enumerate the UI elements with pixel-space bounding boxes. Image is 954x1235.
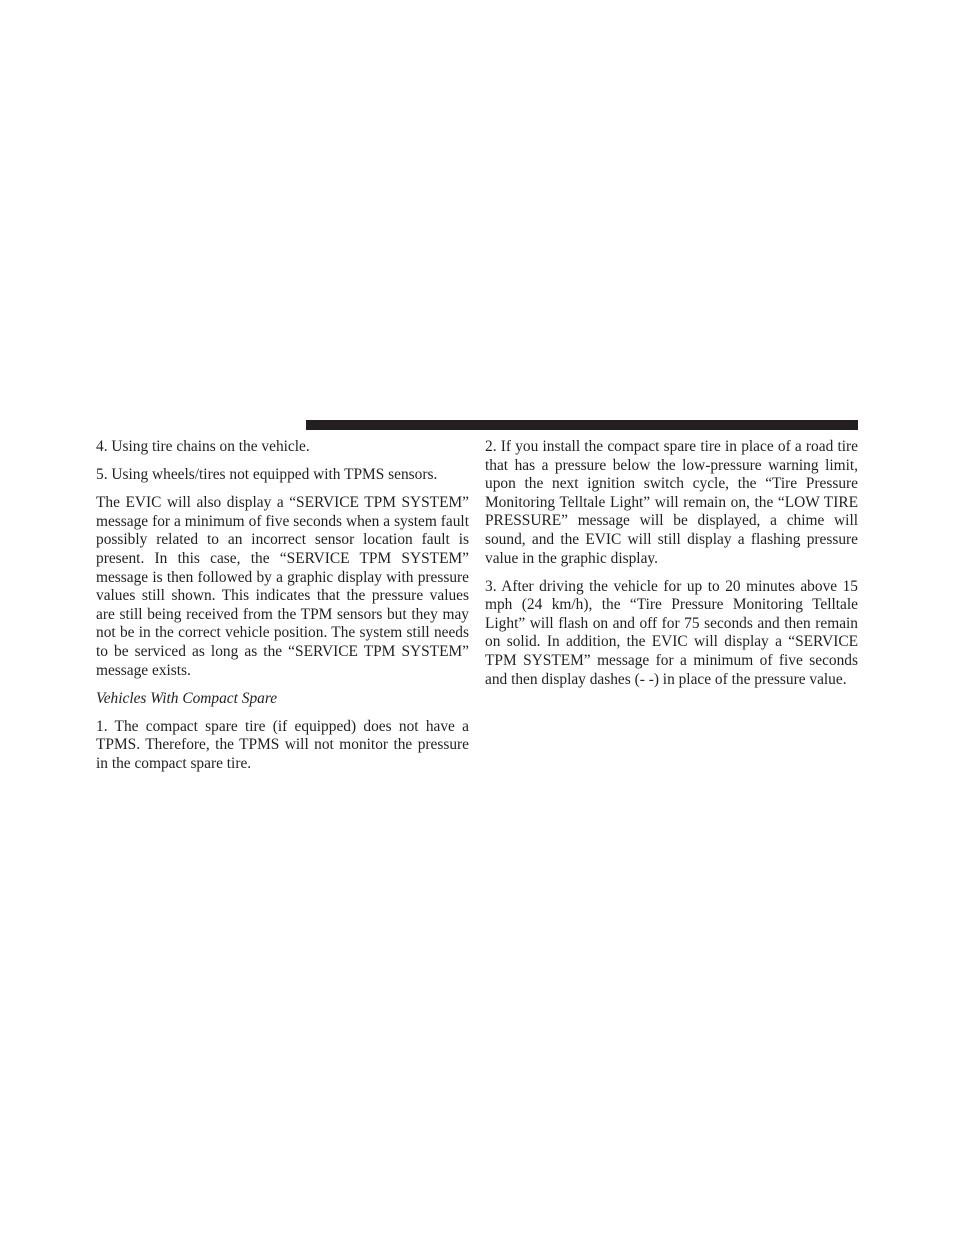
right-column xyxy=(485,438,858,699)
evic-service-paragraph: The EVIC will also display a “SERVICE TPM SYSTEM” message for a minimum of five seconds when a system fault possibly related to an incorrect sensor location fault is present. In this case, the “SERVICE TPM SYSTEM” message is then followed by a graphic display with pressure values still shown. This indicates that the pressure values are still being received from the TPM sensors but they may not be in the correct vehicle position. The system still needs to be serviced as long as the “SERVICE TPM SYSTEM” message exists. xyxy=(96,494,469,679)
left-column xyxy=(96,438,469,783)
list-item-tire-chains: 4. Using tire chains on the vehicle. xyxy=(96,438,310,455)
section-header-bar xyxy=(306,420,858,430)
subheading-compact-spare: Vehicles With Compact Spare xyxy=(96,689,278,707)
compact-spare-item-1: 1. The compact spare tire (if equipped) does not have a TPMS. Therefore, the TPMS will not monitor the pressure in the compact spare tire. xyxy=(96,717,469,772)
compact-spare-item-2: 2. If you install the compact spare tire in place of a road tire that has a pressure below the low-pressure warning limit, upon the next ignition switch cycle, the “Tire Pressure Monitoring Telltale Light” will remain on, the “LOW TIRE PRESSURE” message will be displayed, a chime will sound, and the EVIC will still display a flashing pressure value in the graphic display. xyxy=(485,438,858,567)
compact-spare-item-3: 3. After driving the vehicle for up to 20 minutes above 15 mph (24 km/h), the “Tire Pressure Monitoring Telltale Light” will flash on and off for 75 seconds and then remain on solid. In addition, the EVIC will display a “SERVICE TPM SYSTEM” message for a minimum of five seconds and then display dashes (- -) in place of the pressure value. xyxy=(485,577,858,688)
list-item-wheels-without-sensors: 5. Using wheels/tires not equipped with TPMS sensors. xyxy=(96,466,438,484)
